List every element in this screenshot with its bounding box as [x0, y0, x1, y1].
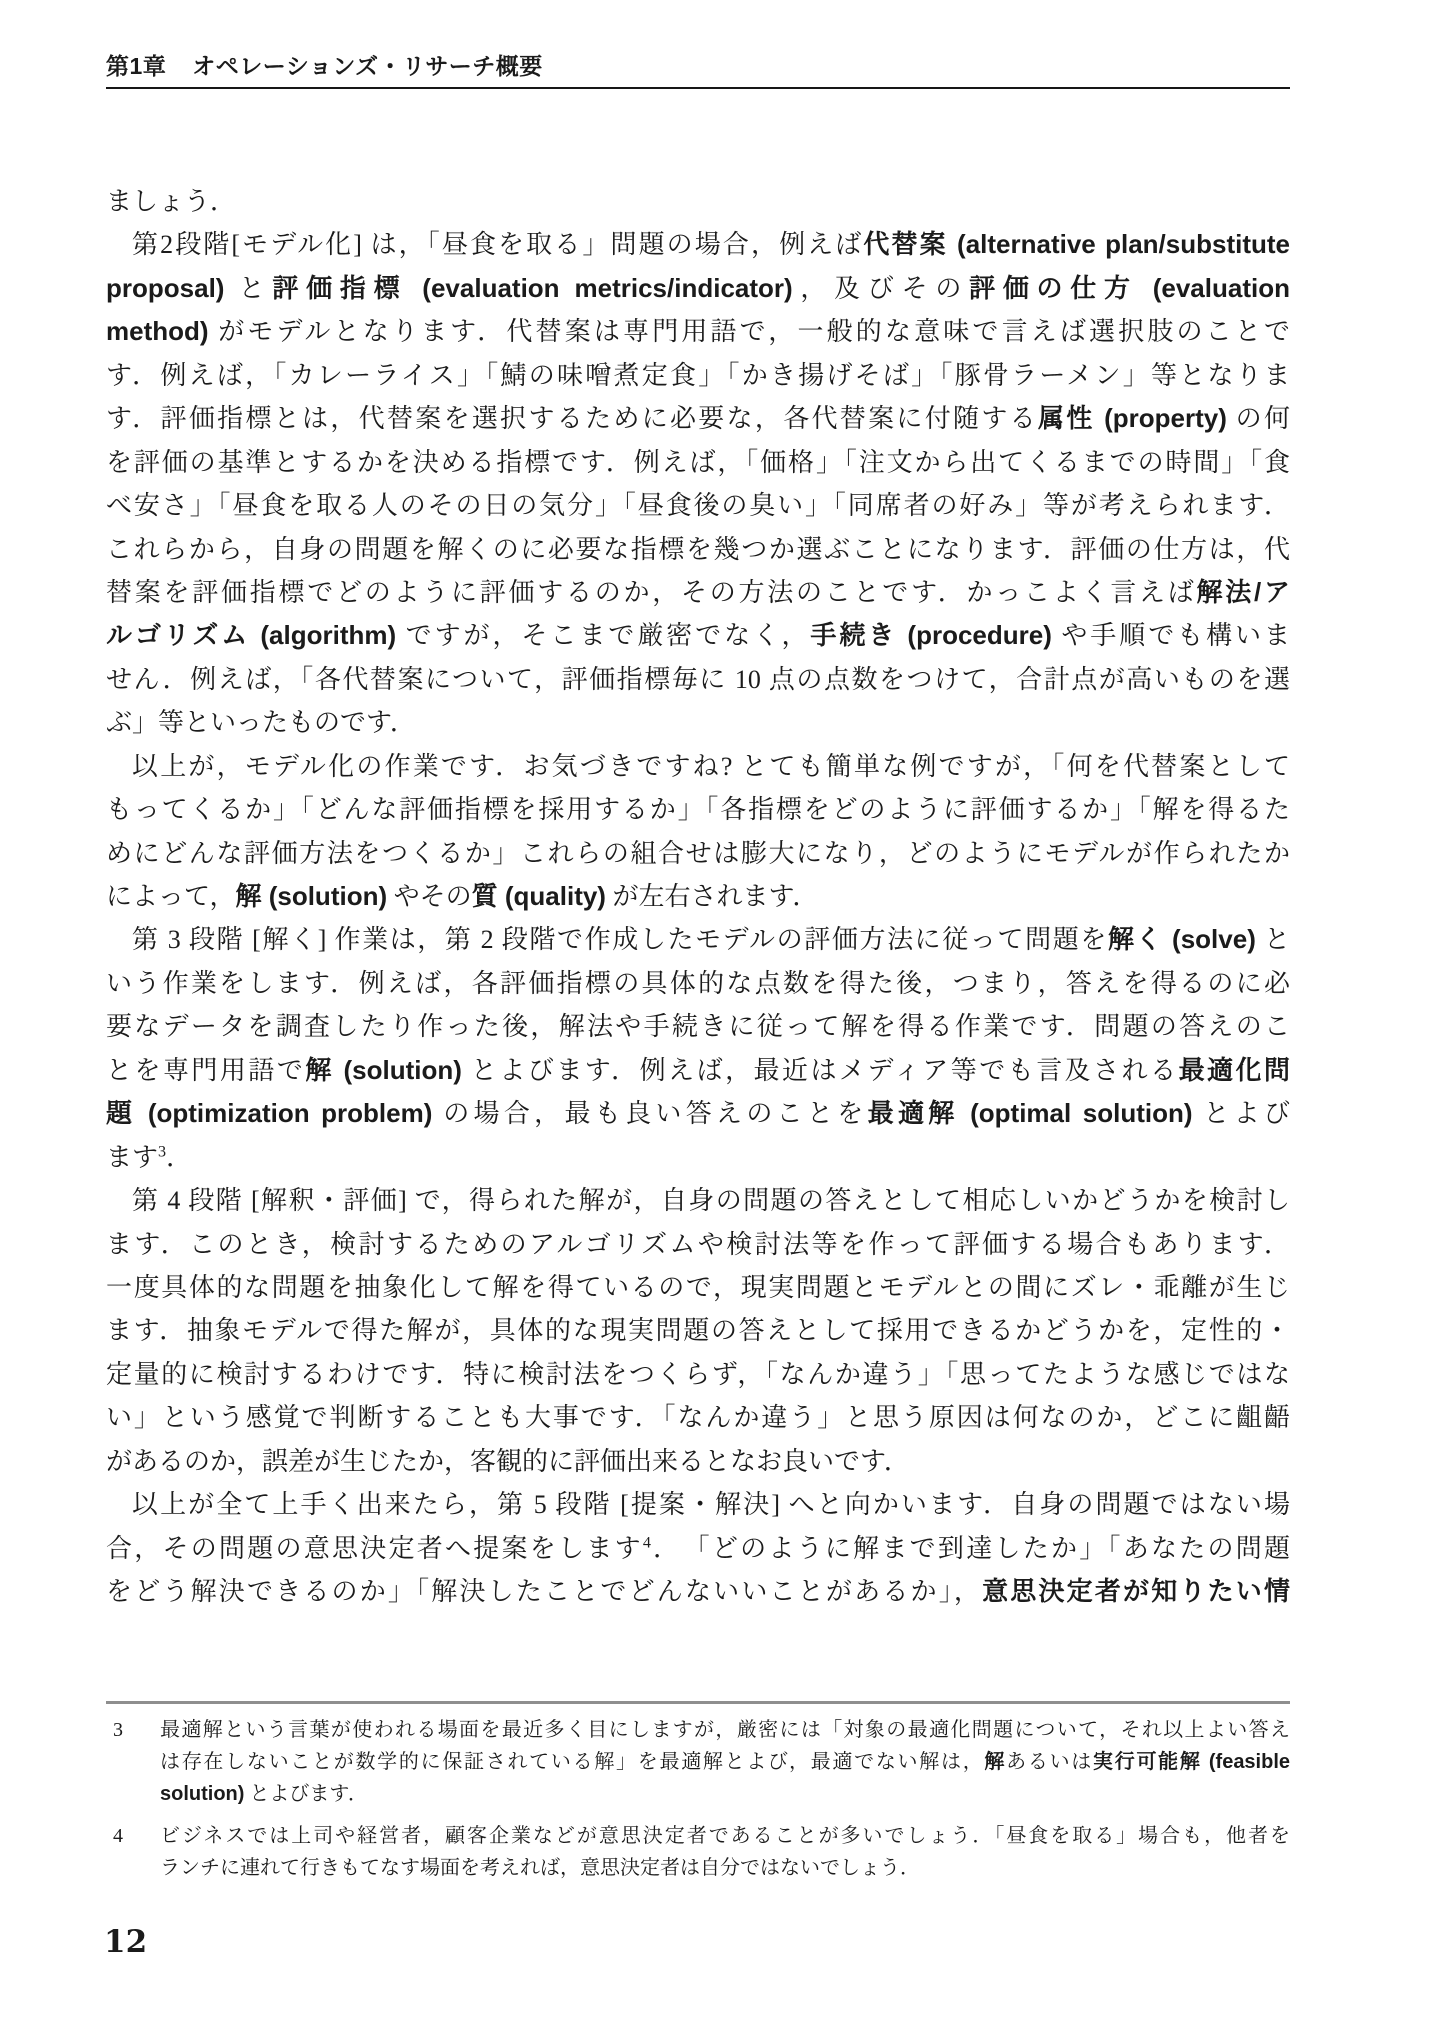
body-line: 定量的に検討するわけです．特に検討法をつくらず，「なんか違う」「思ってたような感じではな — [106, 1359, 1290, 1389]
body-line: 第 3 段階 [解く] 作業は，第 2 段階で作成したモデルの評価方法に従って問題を解く (solve) と — [132, 924, 1290, 955]
body-line: があるのか，誤差が生じたか，客観的に評価出来るとなお良いです． — [106, 1446, 910, 1476]
body-line: ます．このとき，検討するためのアルゴリズムや検討法等を作って評価する場合もあります． — [106, 1229, 1290, 1259]
body-line: べ安さ」「昼食を取る人のその日の気分」「昼食後の臭い」「同席者の好み」等が考えられます． — [106, 491, 1290, 521]
body-line: ます$^3$． — [106, 1142, 193, 1172]
body-line: 第 4 段階 [解釈・評価] で，得られた解が，自身の問題の答えとして相応しいかどうかを検討し — [132, 1186, 1290, 1216]
body-line: 合，その問題の意思決定者へ提案をします$^4$． 「どのように解まで到達したか」「あなたの問題 — [106, 1533, 1290, 1563]
footnote-line: 最適解という言葉が使われる場面を最近多く目にしますが，厳密には「対象の最適化問題について，それ以上よい答え — [160, 1719, 1290, 1741]
body-line: い」という感覚で判断することも大事です．「なんか違う」と思う原因は何なのか，どこに齟齬 — [106, 1403, 1290, 1433]
body-line: 以上が全て上手く出来たら，第 5 段階 [提案・解決] へと向かいます．自身の問題ではない場 — [132, 1490, 1290, 1520]
footnote-line: は存在しないことが数学的に保証されている解」を最適解とよび，最適でない解は，解あるいは実行可能解 (feasible — [160, 1751, 1291, 1774]
body-line: 一度具体的な問題を抽象化して解を得ているので，現実問題とモデルとの間にズレ・乖離が生じ — [106, 1272, 1290, 1302]
running-header — [106, 52, 1290, 89]
footnote-marker: 4 — [642, 1533, 651, 1551]
footnotes — [106, 1714, 1290, 1893]
chapter-number: 第1章 — [106, 53, 167, 79]
body-line: をどう解決できるのか」「解決したことでどんないいことがあるか」，意思決定者が知りたい情 — [106, 1576, 1290, 1606]
footnote-marker: 3 — [158, 1142, 167, 1160]
footnote — [106, 1820, 1290, 1884]
body-line: す．評価指標とは，代替案を選択するために必要な，各代替案に付随する属性 (property) の何 — [106, 403, 1290, 434]
chapter-title: オペレーションズ・リサーチ概要 — [192, 53, 543, 79]
body-line: とを専門用語で解 (solution) とよびます．例えば，最近はメディア等でも言及される最適化問 — [106, 1054, 1290, 1085]
body-line: いう作業をします．例えば，各評価指標の具体的な点数を得た後，つまり，答えを得るのに必 — [106, 968, 1290, 998]
body-line: めにどんな評価方法をつくるか」これらの組合せは膨大になり，どのようにモデルが作られたか — [106, 838, 1290, 868]
body-line: によって，解 (solution) やその質 (quality) が左右されます． — [106, 881, 819, 911]
footnote-line: solution) とよびます． — [160, 1783, 368, 1806]
body-line: method) がモデルとなります．代替案は専門用語で，一般的な意味で言えば選択肢のことで — [106, 316, 1290, 347]
body-line: ルゴリズム (algorithm) ですが，そこまで厳密でなく，手続き (procedure) や手順でも構いま — [106, 620, 1290, 651]
body-line: ます．抽象モデルで得た解が，具体的な現実問題の答えとして採用できるかどうかを，定性的・ — [106, 1316, 1290, 1346]
body-line: これらから，自身の問題を解くのに必要な指標を幾つか選ぶことになります．評価の仕方は，代 — [106, 534, 1290, 564]
footnote-text — [160, 1820, 1290, 1884]
footnote — [106, 1714, 1290, 1811]
body-line: 要なデータを調査したり作った後，解法や手続きに従って解を得る作業です．問題の答えのこ — [106, 1012, 1290, 1042]
body-line: す．例えば，「カレーライス」「鯖の味噌煮定食」「かき揚げそば」「豚骨ラーメン」等となりま — [106, 360, 1290, 390]
body-line: 以上が，モデル化の作業です．お気づきですね? とても簡単な例ですが，「何を代替案として — [132, 751, 1290, 781]
footnote-line: ランチに連れて行きもてなす場面を考えれば，意思決定者は自分ではないでしょう． — [160, 1856, 920, 1879]
body-line: ましょう． — [106, 187, 237, 216]
footnote-number: 3 — [113, 1719, 123, 1741]
body-line: 題 (optimization problem) の場合，最も良い答えのことを最適解 (optimal solution) とよび — [106, 1098, 1290, 1129]
footnote-text — [160, 1714, 1290, 1811]
footnote-line: ビジネスでは上司や経営者，顧客企業などが意思決定者であることが多いでしょう．「昼食を取る」場合も，他者を — [160, 1824, 1290, 1847]
body-line: 第2段階[モデル化] は，「昼食を取る」問題の場合，例えば代替案 (alternative plan/substitute — [132, 229, 1290, 260]
body-line: せん．例えば，「各代替案について，評価指標毎に 10 点の点数をつけて，合計点が高いものを選 — [106, 664, 1290, 694]
page-number: 12 — [104, 1924, 148, 1960]
body-line: 替案を評価指標でどのように評価するのか，その方法のことです．かっこよく言えば解法/ア — [106, 576, 1290, 607]
footnote-rule — [106, 1701, 1290, 1704]
body-text — [106, 180, 1290, 1613]
body-line: を評価の基準とするかを決める指標です．例えば，「価格」「注文から出てくるまでの時間」「食 — [106, 447, 1290, 477]
body-line: もってくるか」「どんな評価指標を採用するか」「各指標をどのように評価するか」「解を得るた — [106, 795, 1290, 825]
footnote-number: 4 — [113, 1824, 123, 1847]
body-line: ぶ」等といったものです． — [106, 708, 416, 738]
body-line: proposal) と評価指標 (evaluation metrics/indicator)，及びその評価の仕方 (evaluation — [106, 272, 1290, 303]
